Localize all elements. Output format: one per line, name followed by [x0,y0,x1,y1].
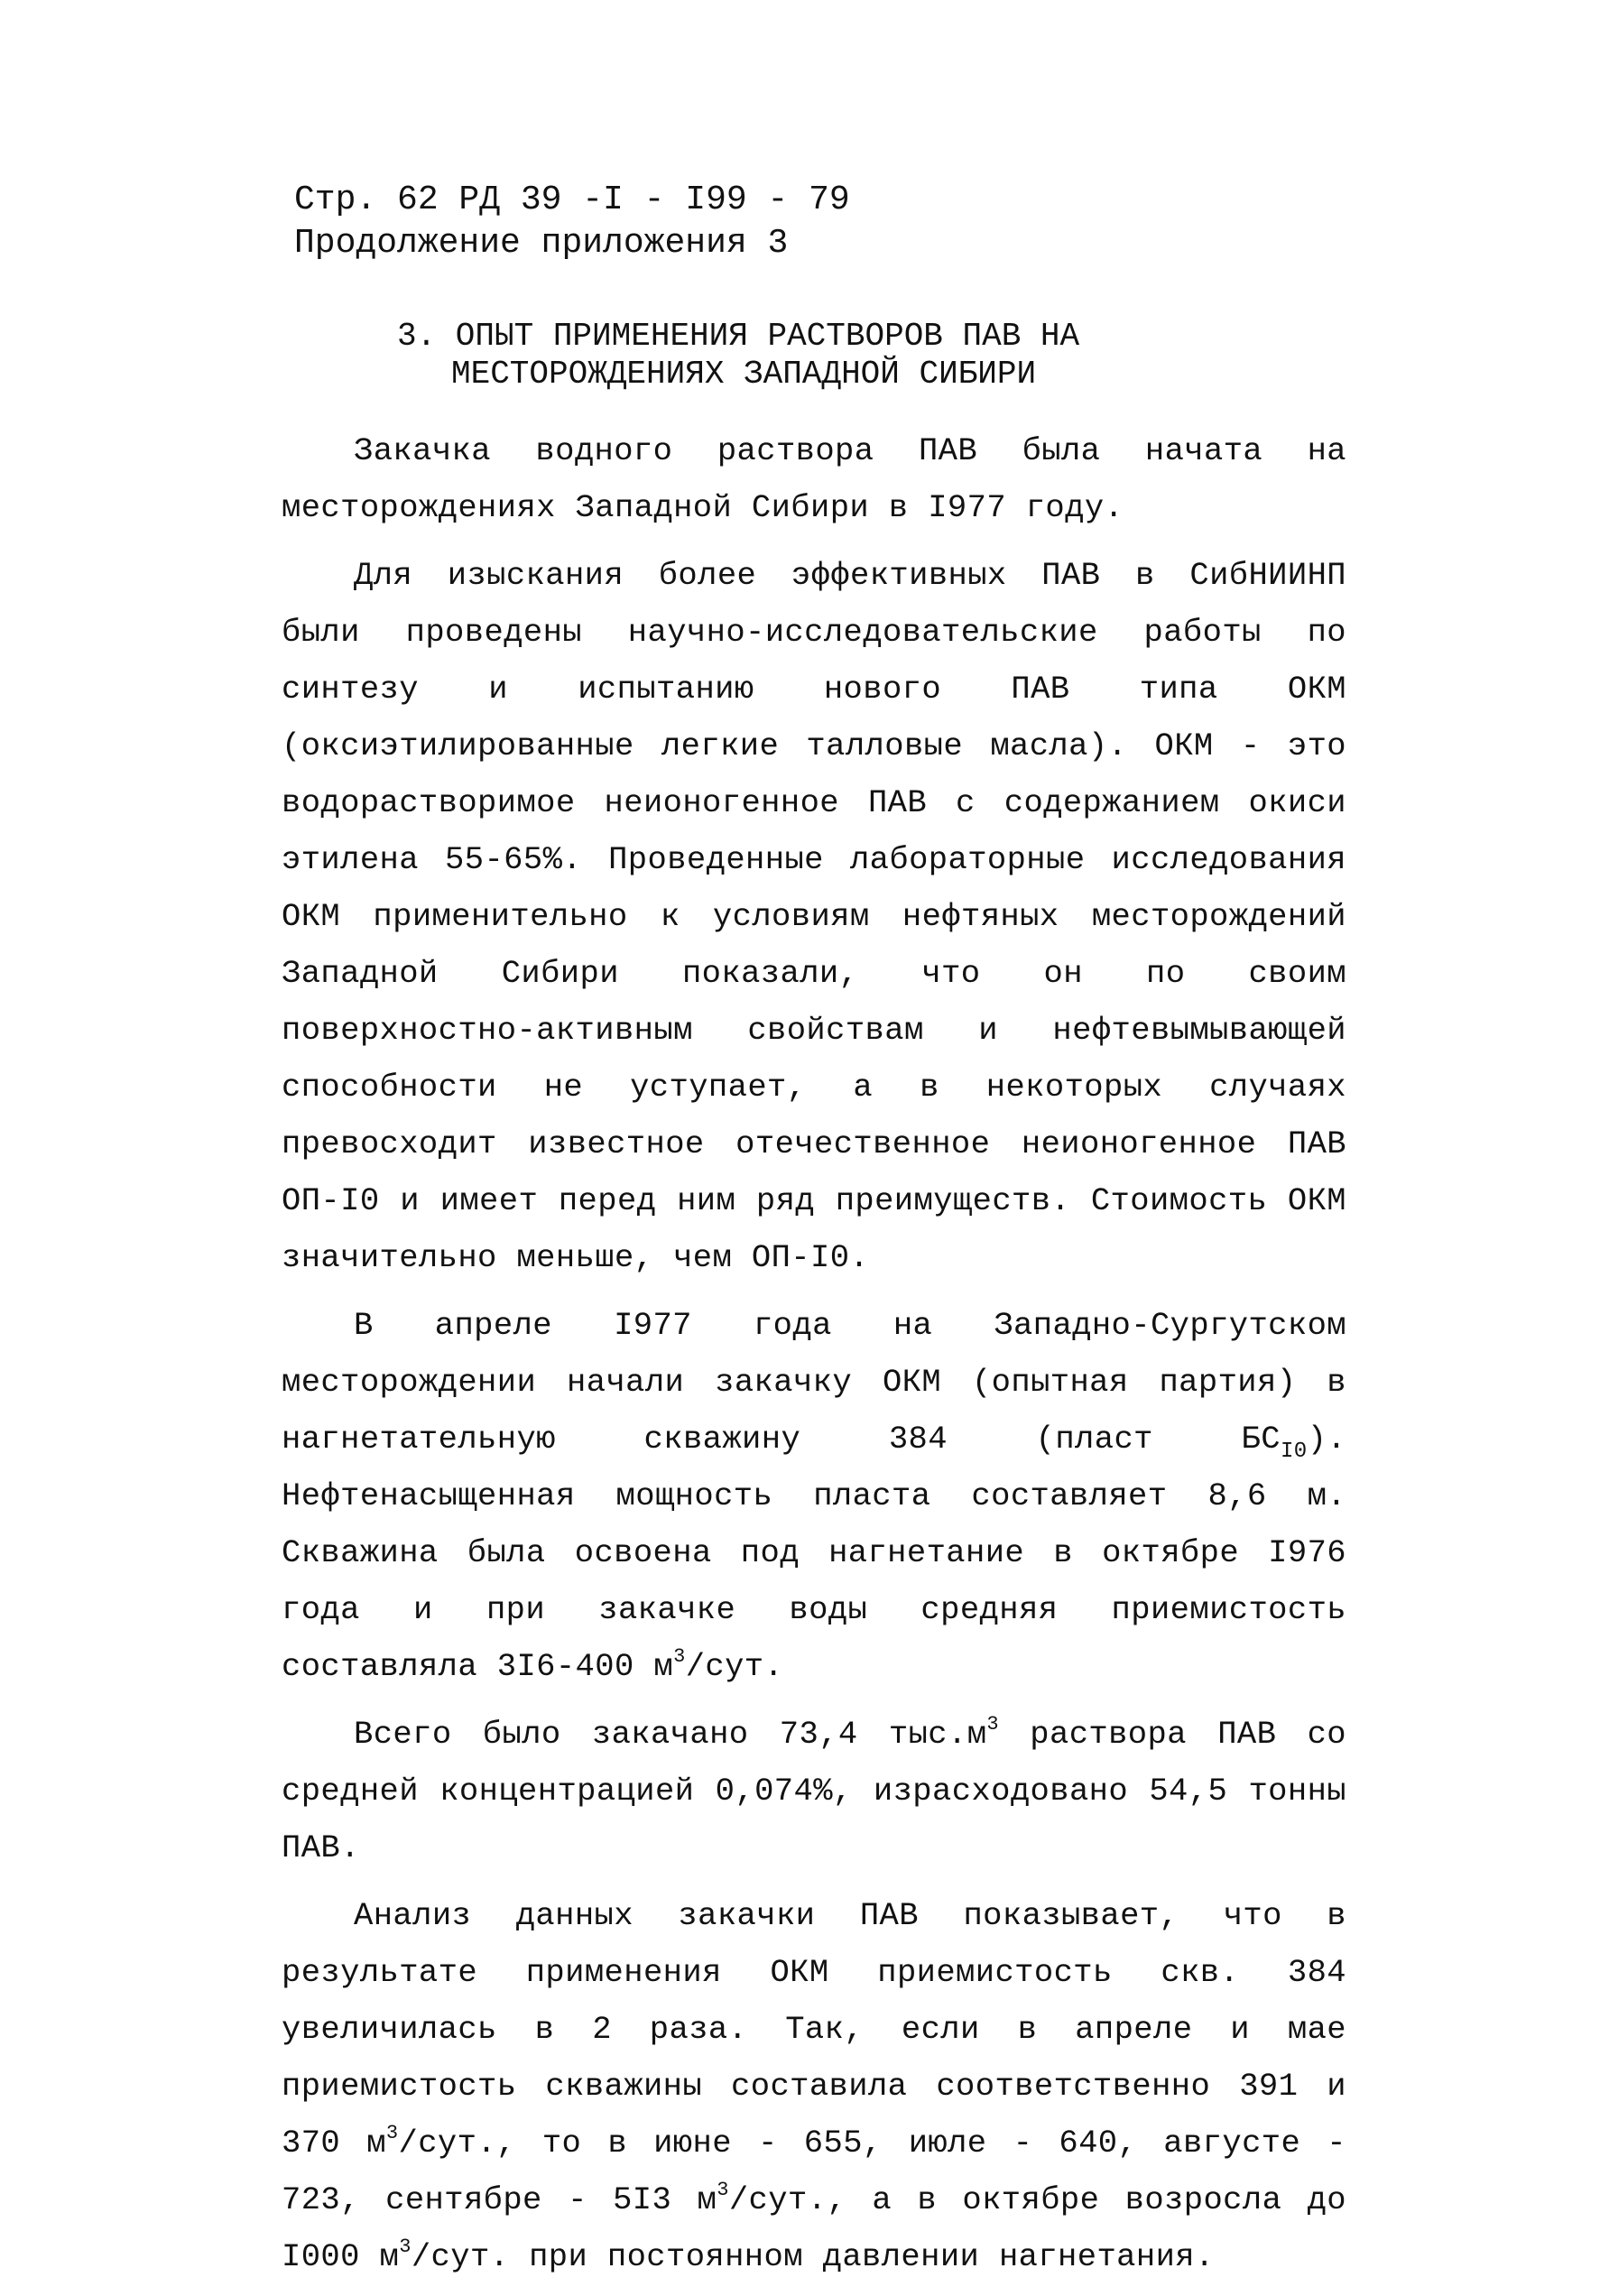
paragraph-5 [282,1887,1346,2285]
cubic-superscript: 3 [399,2236,412,2258]
page-header [294,179,850,265]
paragraph-4-text-b: раствора ПАВ со средней концентрацией 0,074%, израсходовано 54,5 тонны ПАВ. [282,1716,1346,1866]
paragraph-3-text-c: /сут. [685,1648,784,1685]
paragraph-5-text-d: /сут. при постоянном давлении нагнетания. [411,2238,1215,2275]
cubic-superscript: 3 [986,1713,1000,1736]
paragraph-4 [282,1706,1346,1876]
paragraph-2: Для изыскания более эффективных ПАВ в СибНИИНП были проведены научно-исследовательские работы по синтезу и испытанию нового ПАВ типа ОКМ (оксиэтилированные легкие талловые масла). ОКМ - это водорастворимое неионогенное ПАВ с содержанием окиси этилена 55-65%. Проведенные лабораторные исследования ОКМ применительно к условиям нефтяных месторождений Западной Сибири показали, что он по своим поверхностно-активным свойствам и нефтевымывающей способности не уступает, а в некоторых случаях превосходит известное отечественное неионогенное ПАВ ОП-I0 и имеет перед ним ряд преимуществ. Стоимость ОКМ значительно меньше, чем ОП-I0. [282,557,1346,1276]
cubic-superscript: 3 [673,1645,686,1668]
paragraph-3-text-a: В апреле I977 года на Западно-Сургутском месторождении начали закачку ОКМ (опытная партия) в нагнетательную скважину 384 (пласт БС [282,1307,1346,1458]
paragraph-3-text-b: ). Нефтенасыщенная мощность пласта составляет 8,6 м. Скважина была освоена под нагнетание в октябре I976 года и при закачке воды средняя приемистость составляла 3I6-400 м [282,1421,1346,1685]
paragraph-5-text-c: /сут., а в октябре возросла до I000 м [282,2181,1346,2275]
cubic-superscript: 3 [717,2179,729,2201]
cubic-superscript: 3 [385,2122,399,2144]
paragraph-3 [282,1297,1346,1695]
appendix-continuation: Продолжение приложения 3 [294,224,789,263]
paragraph-1: Закачка водного раствора ПАВ была начата на месторождениях Западной Сибири в I977 году. [282,432,1346,526]
section-title-line-2: МЕСТОРОЖДЕНИЯХ ЗАПАДНОЙ СИБИРИ [451,356,1037,393]
paragraph-5-text-a: Анализ данных закачки ПАВ показывает, что в результате применения ОКМ приемистость скв. 384 увеличилась в 2 раза. Так, если в апреле и мае приемистость скважины составила соответственно 391 и 370 м [282,1897,1346,2162]
section-title-line-1: 3. ОПЫТ ПРИМЕНЕНИЯ РАСТВОРОВ ПАВ НА [397,318,1080,355]
layer-index-subscript: I0 [1280,1440,1308,1464]
paragraph-4-text-a: Всего было закачано 73,4 тыс.м [354,1716,987,1753]
document-body [282,422,1346,2296]
page-number-line: Стр. 62 РД 39 -I - I99 - 79 [294,181,850,219]
paragraph-5-text-b: /сут., то в июне - 655, июле - 640, августе - 723, сентябре - 5I3 м [282,2125,1346,2218]
section-title [397,318,1079,393]
